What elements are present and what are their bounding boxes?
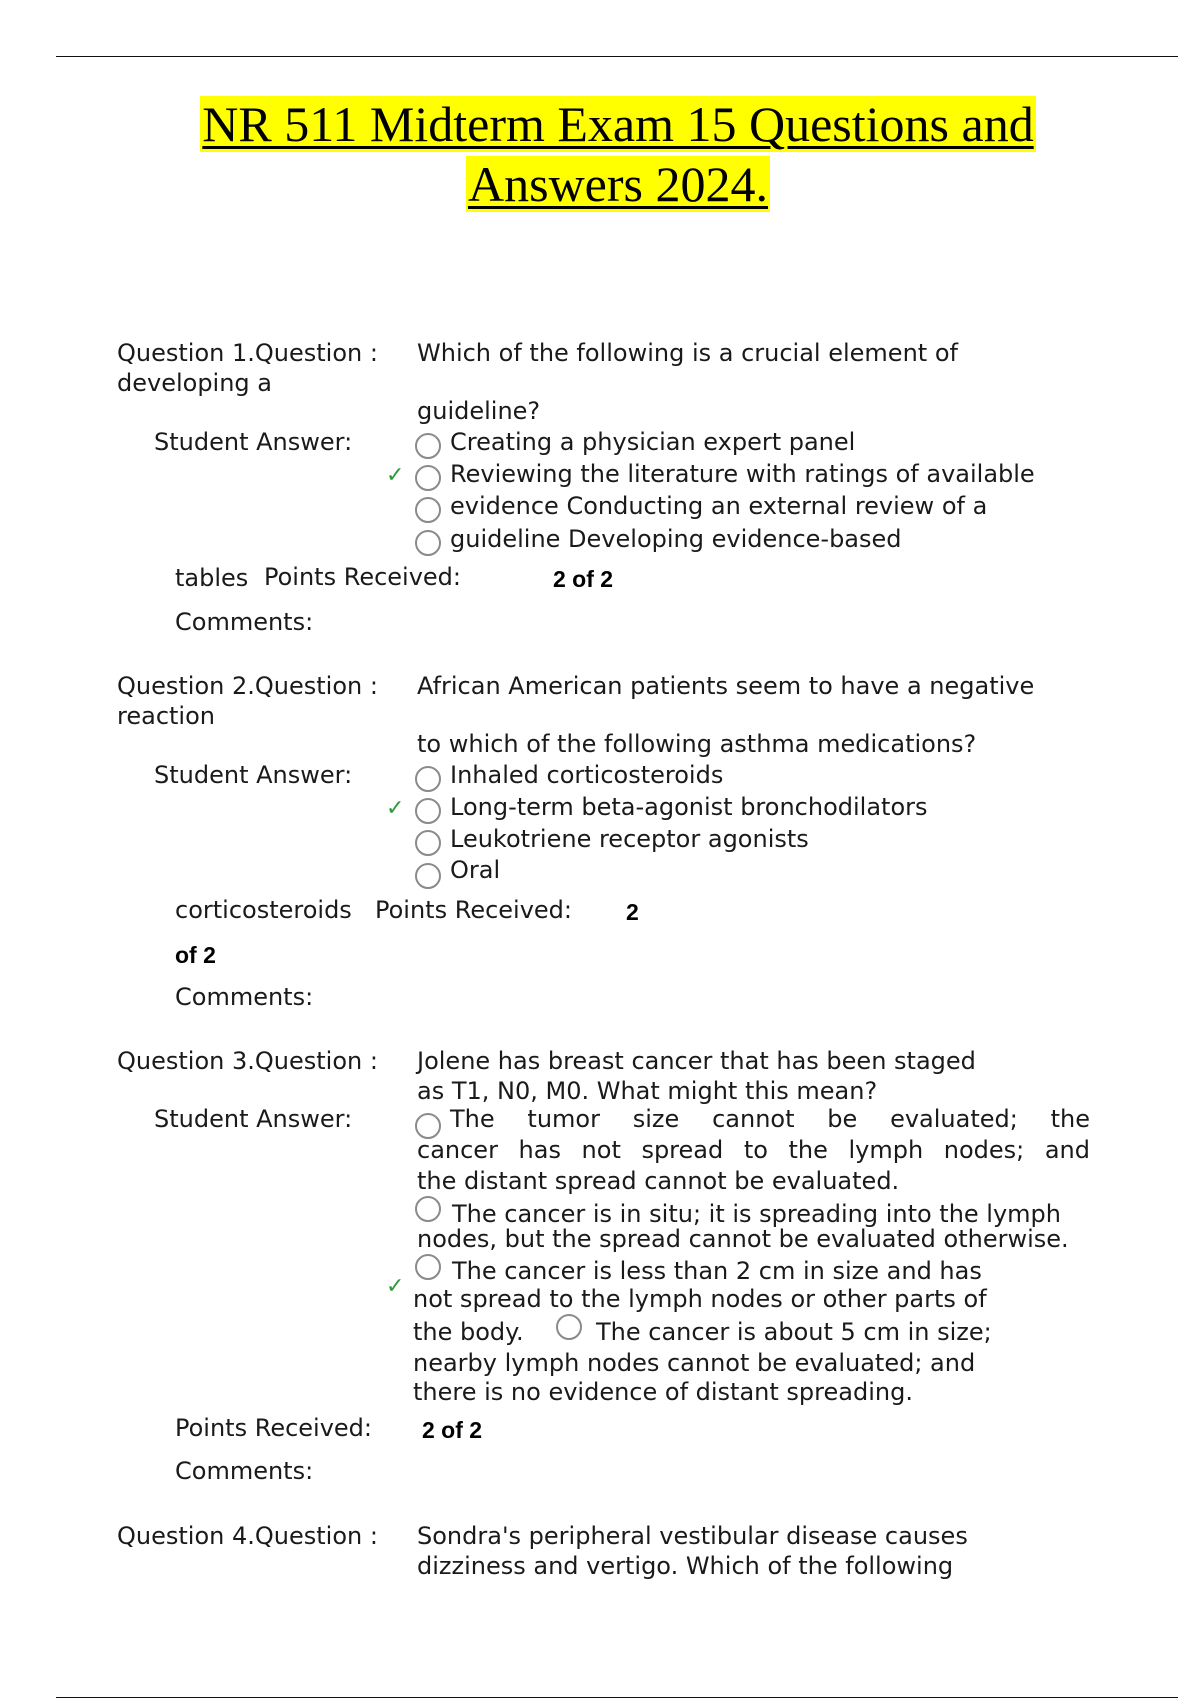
- q3-correct-check-icon: ✓: [386, 1274, 405, 1299]
- q2-points-value-2: of 2: [175, 942, 216, 968]
- q2-text-2: reaction: [117, 702, 215, 730]
- q2-option-1: Inhaled corticosteroids: [450, 761, 724, 789]
- q4-text-2: dizziness and vertigo. Which of the following: [417, 1552, 954, 1580]
- q1-correct-check-icon: ✓: [386, 463, 405, 488]
- q1-option-4-radio[interactable]: [415, 530, 441, 556]
- q2-option-4: Oral: [450, 856, 501, 884]
- q3-option-3-line-3: the body.: [413, 1318, 524, 1346]
- q3-option-3-line-1: The cancer is less than 2 cm in size and has: [452, 1257, 982, 1285]
- q1-points-label: Points Received:: [264, 563, 462, 591]
- q3-option-3-radio[interactable]: [415, 1254, 441, 1280]
- q4-text-1: Sondra's peripheral vestibular disease causes: [417, 1522, 968, 1550]
- q2-correct-check-icon: ✓: [386, 796, 405, 821]
- q3-option-2-radio[interactable]: [415, 1196, 441, 1222]
- q3-option-4-line-1: The cancer is about 5 cm in size;: [596, 1318, 992, 1346]
- q2-option-2: Long-term beta-agonist bronchodilators: [450, 793, 928, 821]
- q3-label: Question 3.Question :: [117, 1047, 378, 1075]
- q3-option-1-line-3: the distant spread cannot be evaluated.: [417, 1167, 900, 1195]
- q3-student-answer-label: Student Answer:: [154, 1105, 353, 1133]
- q3-option-4-radio[interactable]: [556, 1314, 582, 1340]
- q1-points-value: 2 of 2: [553, 566, 614, 592]
- q3-option-2-line-2: nodes, but the spread cannot be evaluated otherwise.: [417, 1225, 1069, 1253]
- q3-text-1: Jolene has breast cancer that has been staged: [417, 1047, 976, 1075]
- q3-option-1-line-2: cancer has not spread to the lymph nodes; and: [417, 1136, 1090, 1164]
- q1-option-4: guideline Developing evidence-based: [450, 525, 902, 553]
- q2-label: Question 2.Question :: [117, 672, 378, 700]
- q1-text-1: Which of the following is a crucial element of: [417, 339, 958, 367]
- q1-option-3: evidence Conducting an external review of a: [450, 492, 988, 520]
- q2-points-value-1: 2: [626, 899, 639, 925]
- q1-label: Question 1.Question :: [117, 339, 378, 367]
- q1-option-tail: tables: [175, 564, 249, 592]
- q1-text-3: guideline?: [417, 397, 541, 425]
- q1-text-2: developing a: [117, 369, 273, 397]
- q1-option-1-radio[interactable]: [415, 433, 441, 459]
- q4-label: Question 4.Question :: [117, 1522, 378, 1550]
- q3-points-label: Points Received:: [175, 1414, 373, 1442]
- q2-text-1: African American patients seem to have a negative: [417, 672, 1035, 700]
- q1-option-2: Reviewing the literature with ratings of available: [450, 460, 1035, 488]
- q2-comments-label: Comments:: [175, 983, 314, 1011]
- top-rule: [56, 56, 1178, 57]
- q1-option-3-radio[interactable]: [415, 497, 441, 523]
- q1-option-1: Creating a physician expert panel: [450, 428, 856, 456]
- bottom-rule: [56, 1697, 1178, 1698]
- q2-points-label: Points Received:: [375, 896, 573, 924]
- q1-comments-label: Comments:: [175, 608, 314, 636]
- q3-option-2-line-1: The cancer is in situ; it is spreading into the lymph: [452, 1200, 1061, 1228]
- document-title: [0, 94, 1200, 214]
- q2-option-tail: corticosteroids: [175, 896, 352, 924]
- title-line-2: Answers 2024.: [468, 156, 768, 212]
- q2-option-2-radio[interactable]: [415, 798, 441, 824]
- q2-option-4-radio[interactable]: [415, 863, 441, 889]
- q2-option-3-radio[interactable]: [415, 830, 441, 856]
- q2-option-1-radio[interactable]: [415, 766, 441, 792]
- q1-option-2-radio[interactable]: [415, 465, 441, 491]
- q3-points-value: 2 of 2: [422, 1417, 483, 1443]
- q3-option-3-line-2: not spread to the lymph nodes or other parts of: [413, 1285, 987, 1313]
- q1-student-answer-label: Student Answer:: [154, 428, 353, 456]
- q3-option-4-line-3: there is no evidence of distant spreading.: [413, 1378, 913, 1406]
- q2-option-3: Leukotriene receptor agonists: [450, 825, 809, 853]
- q2-text-3: to which of the following asthma medications?: [417, 730, 977, 758]
- q3-option-4-line-2: nearby lymph nodes cannot be evaluated; and: [413, 1349, 976, 1377]
- title-line-1: NR 511 Midterm Exam 15 Questions and: [202, 96, 1034, 152]
- q2-student-answer-label: Student Answer:: [154, 761, 353, 789]
- q3-text-2: as T1, N0, M0. What might this mean?: [417, 1077, 878, 1105]
- q3-comments-label: Comments:: [175, 1457, 314, 1485]
- q3-option-1-line-1: The tumor size cannot be evaluated; the: [450, 1105, 1090, 1133]
